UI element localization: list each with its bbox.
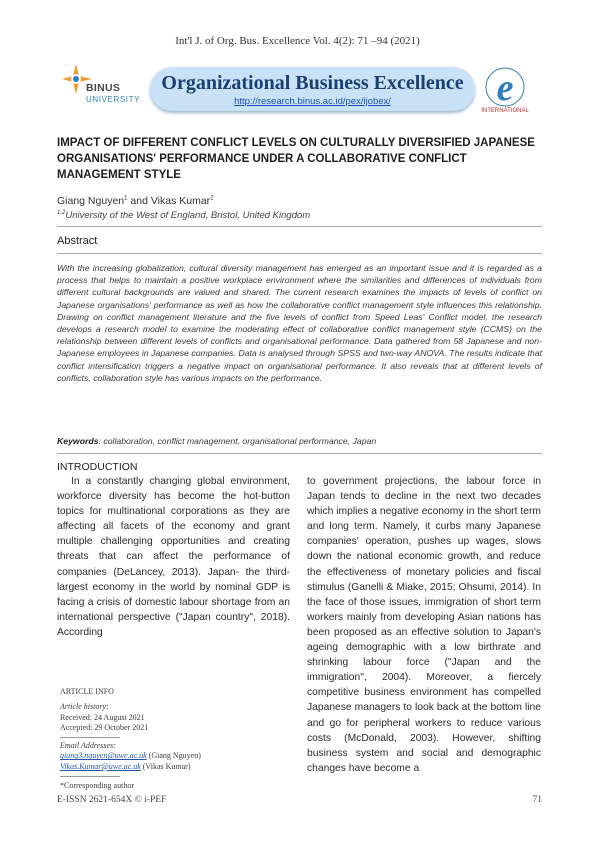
intro-column-1: In a constantly changing global environment, workforce diversity has become the hot-button topics for multinational corporations as they are affecting all facets of the economy and grant multiple challenging opportunities and creating threats that can affect the performance of companies (DeLancey, 2013). Japan- the third-largest economy in the world by nominal GDP is facing a crisis of domestic labour shortage from an international perspective ("Japan country", 2018). According (57, 476, 290, 638)
article-info-separator-2 (60, 776, 120, 777)
email-name-2: (Vikas Kumar) (140, 761, 191, 771)
affiliation-sup: 1,2 (57, 210, 66, 216)
email-line-1 (60, 751, 280, 761)
corresponding-author-note: *Corresponding author (60, 781, 134, 791)
binus-logo-subtitle: UNIVERSITY (86, 95, 141, 104)
abstract-text: With the increasing globalization, cultural diversity management has emerged as an important issue and it is regarded as a process that helps to maintain a positive workplace environment where the similarities and differences of individuals from different cultural backgrounds are valued and shared. The current research examines the impacts of levels of conflict on Japanese organisations' performance as well as how the collaborative conflict management style influences this relationship. Drawing on conflict management literature and the five levels of conflict from Speed Leas' Conflict model, the research develops a research model to examine the moderating effect of collaborative conflict management style (CCMS) on the relationship between different levels of conflicts and organisational performance. Data gathered from 58 Japanese and non-Japanese employees in Japanese companies. Data is analysed through SPSS and two-way ANOVA. The results indicate that conflict intensification triggers a negative impact on organisational performance. It also reveals that at different levels of conflicts, collaboration style has various impacts on the performance. (57, 263, 542, 383)
divider-abstract (57, 253, 542, 254)
author-1: Giang Nguyen (57, 195, 125, 207)
article-info-separator-1 (60, 737, 120, 738)
journal-url-link[interactable]: http://research.binus.ac.id/pex/ijobex/ (234, 96, 391, 107)
page-number: 71 (532, 795, 542, 805)
affiliation-text: University of the West of England, Bristol, United Kingdom (65, 210, 311, 222)
svg-text:e: e (496, 67, 514, 108)
divider-keywords (57, 453, 542, 454)
footer-issn: E-ISSN 2621-654X © i-PEF (57, 795, 167, 805)
article-info (60, 687, 280, 791)
author-conjunction: and (127, 195, 151, 207)
received-date: Received: 24 August 2021 (60, 712, 145, 722)
email-link-1[interactable]: giang3.nguyen@uwe.ac.uk (60, 751, 147, 761)
keywords (57, 436, 376, 446)
introduction-heading: INTRODUCTION (57, 461, 138, 473)
article-history-label: Article history: (60, 702, 109, 712)
binus-logo-name: BINUS (86, 82, 121, 94)
author-2-sup: 2 (210, 195, 214, 202)
authors (57, 195, 214, 207)
affiliation (57, 210, 310, 221)
keywords-text: : collaboration, conflict management, organisational performance, Japan (98, 436, 377, 446)
running-head: Int'l J. of Org. Bus. Excellence Vol. 4(2): 71 –94 (2021) (175, 35, 420, 47)
journal-e-logo (480, 66, 530, 118)
journal-title: Organizational Business Excellence (161, 72, 464, 94)
email-name-1: (Giang Nguyen) (146, 751, 201, 761)
divider-top (57, 226, 542, 227)
email-label: Email Addresses: (60, 741, 116, 751)
article-info-heading: ARTICLE INFO (60, 687, 114, 696)
author-2: Vikas Kumar (150, 195, 211, 207)
abstract-heading: Abstract (57, 235, 98, 247)
accepted-date: Accepted: 29 October 2021 (60, 722, 149, 732)
binus-logo (62, 62, 147, 114)
email-line-2 (60, 762, 280, 772)
keywords-label: Keywords (57, 436, 99, 446)
e-logo-icon (480, 66, 530, 108)
author-1-sup: 1 (124, 195, 128, 202)
intro-column-2: to government projections, the labour force in Japan tends to decline in the next two decades which implies a negative economy in the short term and long term. Namely, it curbs many Japanese companies' operation, pushes up wages, slows down the national economic growth, and reduce the effectiveness of monetary policies and fiscal stimulus (Ganelli & Miake, 2015; Ohsumi, 2014). In the face of those issues, immigration of short term workers mainly from developing Asian nations has been proposed as an effective solution to Japan's ageing demographic with a low birthrate and shrinking labour force ("Japan and the immigration", 2004). Moreover, a fiercely competitive business environment has compelled Japanese managers to look back at the bottom line and go for peripheral workers to reduce various costs (McDonald, 2003). However, shifting business system and social and demographic changes have become a (307, 476, 541, 774)
e-logo-subtitle: INTERNATIONAL (481, 108, 529, 114)
paper-title: IMPACT OF DIFFERENT CONFLICT LEVELS ON CULTURALLY DIVERSIFIED JAPANESE ORGANISATIONS' PERFORMANCE UNDER A COLLABORATIVE CONFLICT MANAGEMENT STYLE (57, 137, 535, 181)
email-link-2[interactable]: Vikas.Kumar@uwe.ac.uk (60, 761, 141, 771)
